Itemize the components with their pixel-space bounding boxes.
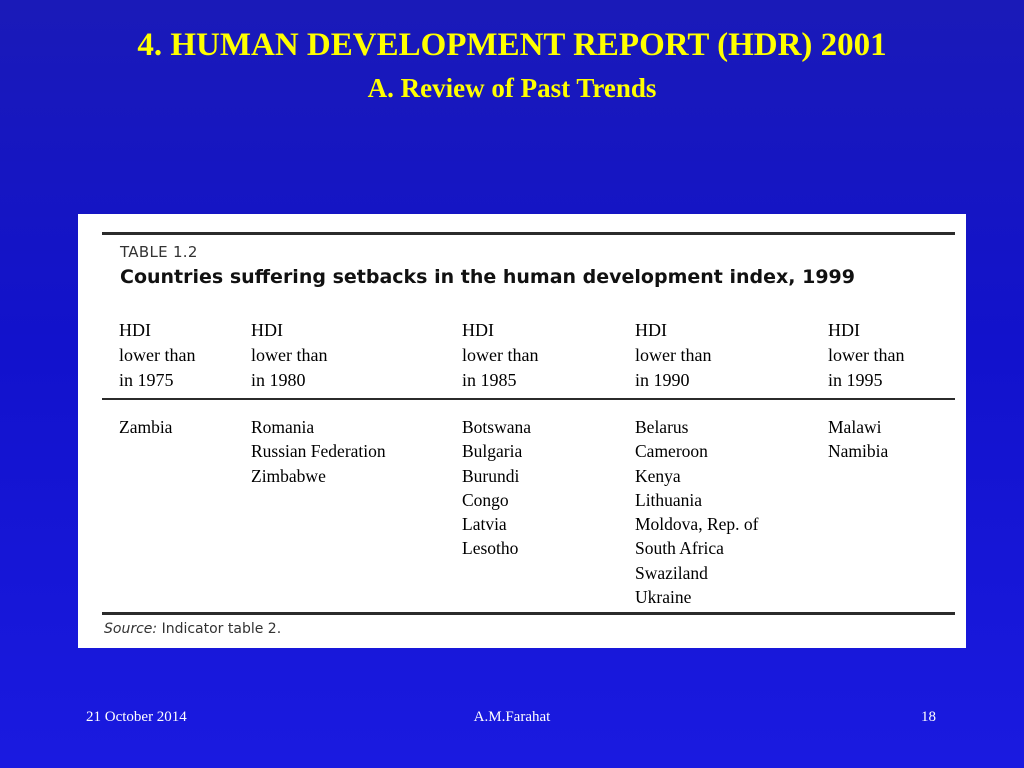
country-cell: Lesotho — [462, 538, 519, 559]
country-cell: Bulgaria — [462, 441, 523, 462]
country-cell: Burundi — [462, 465, 520, 486]
footer-date: 21 October 2014 — [86, 709, 187, 725]
table-bottom-rule — [102, 612, 955, 615]
column-countries-1975 — [119, 415, 172, 439]
country-cell: Kenya — [635, 465, 681, 486]
source-text: Indicator table 2. — [161, 621, 282, 637]
header-line: in 1990 — [635, 370, 690, 390]
source-label: Source: — [104, 621, 158, 637]
country-cell: Lithuania — [635, 489, 703, 510]
header-line: in 1975 — [119, 370, 174, 390]
column-header-1995 — [828, 318, 904, 393]
column-header-1975 — [119, 318, 195, 393]
header-line: HDI — [635, 320, 667, 340]
country-cell: South Africa — [635, 538, 724, 559]
header-line: lower than — [462, 345, 539, 365]
country-cell: Russian Federation — [251, 441, 386, 462]
table-caption: Countries suffering setbacks in the human development index, 1999 — [120, 266, 855, 288]
table-source — [104, 621, 281, 637]
column-countries-1985 — [462, 415, 531, 561]
header-line: in 1995 — [828, 370, 883, 390]
table-image — [78, 214, 966, 648]
header-line: HDI — [119, 320, 151, 340]
country-cell: Belarus — [635, 417, 689, 437]
table-header-rule — [102, 398, 955, 400]
country-cell: Swaziland — [635, 562, 708, 583]
header-line: lower than — [828, 345, 905, 365]
country-cell: Cameroon — [635, 441, 708, 462]
header-line: HDI — [462, 320, 494, 340]
column-header-1980 — [251, 318, 327, 393]
country-cell: Malawi — [828, 417, 882, 437]
country-cell: Latvia — [462, 514, 507, 535]
column-header-1990 — [635, 318, 711, 393]
slide-title: 4. HUMAN DEVELOPMENT REPORT (HDR) 2001 — [137, 27, 887, 63]
header-line: lower than — [119, 345, 196, 365]
column-countries-1980 — [251, 415, 386, 488]
country-cell: Ukraine — [635, 587, 692, 608]
column-header-1985 — [462, 318, 538, 393]
table-label: TABLE 1.2 — [120, 243, 198, 261]
slide-number: 18 — [921, 709, 936, 725]
header-line: in 1985 — [462, 370, 517, 390]
header-line: HDI — [828, 320, 860, 340]
country-cell: Zambia — [119, 417, 173, 437]
table-top-rule — [102, 232, 955, 235]
country-cell: Romania — [251, 417, 315, 437]
header-line: lower than — [635, 345, 712, 365]
header-line: HDI — [251, 320, 283, 340]
footer-author: A.M.Farahat — [473, 709, 551, 725]
country-cell: Namibia — [828, 441, 889, 462]
country-cell: Zimbabwe — [251, 465, 326, 486]
header-line: lower than — [251, 345, 328, 365]
column-countries-1990 — [635, 415, 758, 609]
slide-subtitle: A. Review of Past Trends — [367, 73, 657, 103]
country-cell: Botswana — [462, 417, 532, 437]
column-countries-1995 — [828, 415, 888, 464]
country-cell: Congo — [462, 489, 509, 510]
country-cell: Moldova, Rep. of — [635, 514, 759, 535]
header-line: in 1980 — [251, 370, 306, 390]
